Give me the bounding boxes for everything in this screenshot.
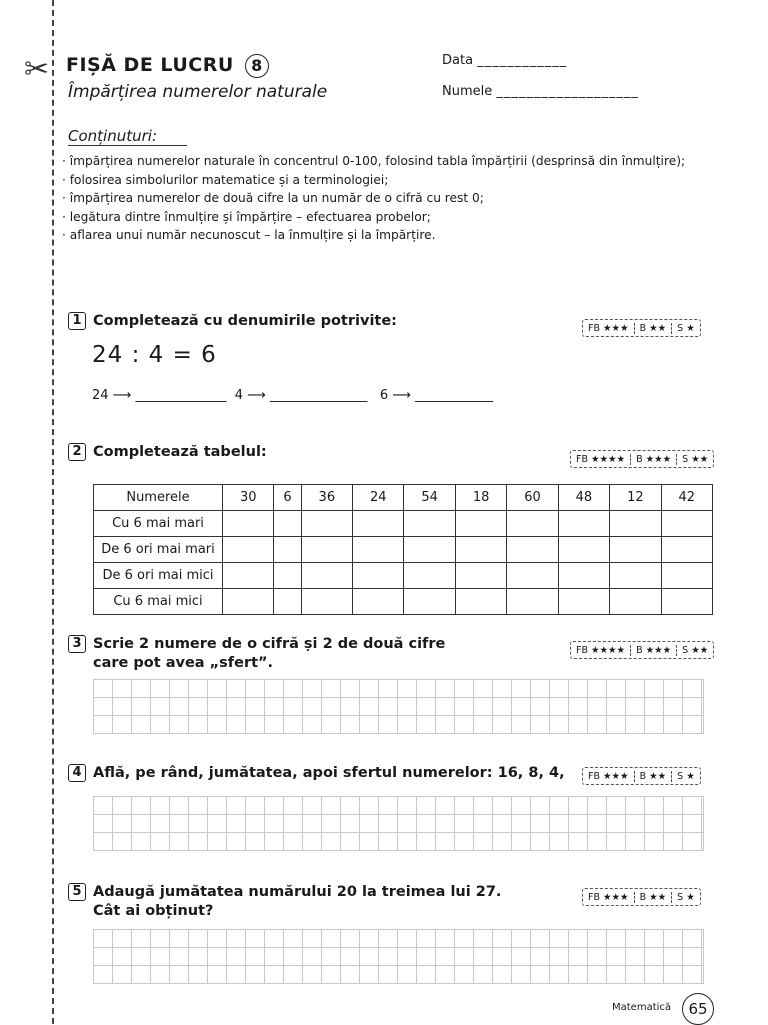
subject-label: Matematică: [612, 1002, 672, 1013]
exercise-number: 4: [68, 764, 86, 782]
answer-cell[interactable]: [610, 589, 661, 615]
list-item: · legătura dintre înmulțire și împărțire – efectuarea probelor;: [62, 209, 431, 224]
numbers-table: [93, 484, 713, 615]
difficulty-badge: FB ★★★ B ★★ S ★: [582, 767, 701, 785]
list-item: · aflarea unui număr necunoscut – la înmulțire și la împărțire.: [62, 228, 436, 243]
exercise-number: 1: [68, 312, 86, 330]
answer-cell[interactable]: [353, 537, 404, 563]
answer-grid[interactable]: [93, 929, 704, 984]
answer-grid[interactable]: [93, 679, 704, 734]
row-label: De 6 ori mai mici: [94, 563, 223, 589]
answer-cell[interactable]: [274, 537, 301, 563]
table-header-cell: Numerele: [94, 485, 223, 511]
answer-cell[interactable]: [455, 511, 506, 537]
worksheet-number: 8: [245, 54, 269, 78]
answer-cell[interactable]: [661, 563, 712, 589]
answer-cell[interactable]: [507, 537, 558, 563]
answer-cell[interactable]: [404, 511, 455, 537]
answer-cell[interactable]: [404, 537, 455, 563]
table-row: [94, 511, 713, 537]
answer-cell[interactable]: [558, 589, 609, 615]
answer-cell[interactable]: [610, 511, 661, 537]
table-header-cell: 30: [223, 485, 274, 511]
answer-cell[interactable]: [661, 589, 712, 615]
answer-cell[interactable]: [353, 563, 404, 589]
answer-cell[interactable]: [610, 537, 661, 563]
answer-cell[interactable]: [274, 511, 301, 537]
answer-cell[interactable]: [223, 537, 274, 563]
answer-cell[interactable]: [507, 511, 558, 537]
table-header-cell: 12: [610, 485, 661, 511]
list-item: · împărțirea numerelor naturale în concentrul 0-100, folosind tabla împărțirii (desprinsă din înmulțire);: [62, 154, 686, 168]
answer-cell[interactable]: [404, 563, 455, 589]
answer-cell[interactable]: [610, 563, 661, 589]
answer-cell[interactable]: [661, 537, 712, 563]
answer-cell[interactable]: [558, 537, 609, 563]
answer-cell[interactable]: [301, 563, 352, 589]
row-label: Cu 6 mai mari: [94, 511, 223, 537]
exercise-number: 3: [68, 635, 86, 653]
scissors-icon: ✂: [24, 52, 50, 87]
difficulty-badge: FB ★★★ B ★★ S ★: [582, 319, 701, 337]
table-row: [94, 563, 713, 589]
answer-cell[interactable]: [661, 511, 712, 537]
division-equation: 24 : 4 = 6: [92, 342, 217, 368]
answer-cell[interactable]: [301, 589, 352, 615]
answer-cell[interactable]: [223, 563, 274, 589]
exercise-3-title: 3 Scrie 2 numere de o cifră și 2 de două cifre care pot avea „sfert”.: [68, 635, 445, 673]
worksheet-subtitle: Împărțirea numerelor naturale: [68, 82, 328, 102]
table-header-cell: 18: [455, 485, 506, 511]
table-header-cell: 36: [301, 485, 352, 511]
exercise-number: 5: [68, 883, 86, 901]
table-header-cell: 48: [558, 485, 609, 511]
difficulty-badge: FB ★★★★ B ★★★ S ★★: [570, 641, 714, 659]
answer-cell[interactable]: [301, 511, 352, 537]
cut-line: [52, 0, 54, 1024]
answer-cell[interactable]: [223, 589, 274, 615]
table-header-cell: 54: [404, 485, 455, 511]
exercise-5-title: 5 Adaugă jumătatea numărului 20 la treimea lui 27. Cât ai obținut?: [68, 883, 501, 921]
exercise-1-title: 1 Completează cu denumirile potrivite:: [68, 312, 397, 331]
date-field[interactable]: Data ____________: [442, 53, 568, 68]
answer-cell[interactable]: [455, 563, 506, 589]
answer-cell[interactable]: [404, 589, 455, 615]
answer-cell[interactable]: [558, 511, 609, 537]
answer-cell[interactable]: [274, 589, 301, 615]
answer-cell[interactable]: [301, 537, 352, 563]
table-row: [94, 589, 713, 615]
answer-cell[interactable]: [223, 511, 274, 537]
table-row: [94, 485, 713, 511]
name-field[interactable]: Numele ___________________: [442, 84, 639, 99]
difficulty-badge: FB ★★★★ B ★★★ S ★★: [570, 450, 714, 468]
worksheet-title: FIȘĂ DE LUCRU 8: [66, 54, 269, 78]
table-header-cell: 24: [353, 485, 404, 511]
contents-list: [62, 152, 702, 245]
difficulty-badge: FB ★★★ B ★★ S ★: [582, 888, 701, 906]
page-number: 65: [682, 993, 714, 1025]
exercise-2-title: 2 Completează tabelul:: [68, 443, 267, 462]
answer-cell[interactable]: [558, 563, 609, 589]
list-item: · împărțirea numerelor de două cifre la un număr de o cifră cu rest 0;: [62, 191, 484, 206]
row-label: De 6 ori mai mari: [94, 537, 223, 563]
answer-cell[interactable]: [353, 589, 404, 615]
answer-grid[interactable]: [93, 796, 704, 851]
answer-cell[interactable]: [455, 537, 506, 563]
answer-cell[interactable]: [507, 589, 558, 615]
table-header-cell: 42: [661, 485, 712, 511]
list-item: · folosirea simbolurilor matematice și a terminologiei;: [62, 172, 389, 187]
exercise-4-title: 4 Află, pe rând, jumătatea, apoi sfertul numerelor: 16, 8, 4,: [68, 764, 565, 783]
answer-cell[interactable]: [507, 563, 558, 589]
row-label: Cu 6 mai mici: [94, 589, 223, 615]
answer-cell[interactable]: [274, 563, 301, 589]
table-row: [94, 537, 713, 563]
exercise-number: 2: [68, 443, 86, 461]
answer-line[interactable]: 24 ⟶ ______________ 4 ⟶ _______________ 6 ⟶ ____________: [92, 388, 493, 403]
answer-cell[interactable]: [353, 511, 404, 537]
table-header-cell: 6: [274, 485, 301, 511]
contents-heading: Conținuturi:: [68, 127, 187, 146]
table-header-cell: 60: [507, 485, 558, 511]
answer-cell[interactable]: [455, 589, 506, 615]
